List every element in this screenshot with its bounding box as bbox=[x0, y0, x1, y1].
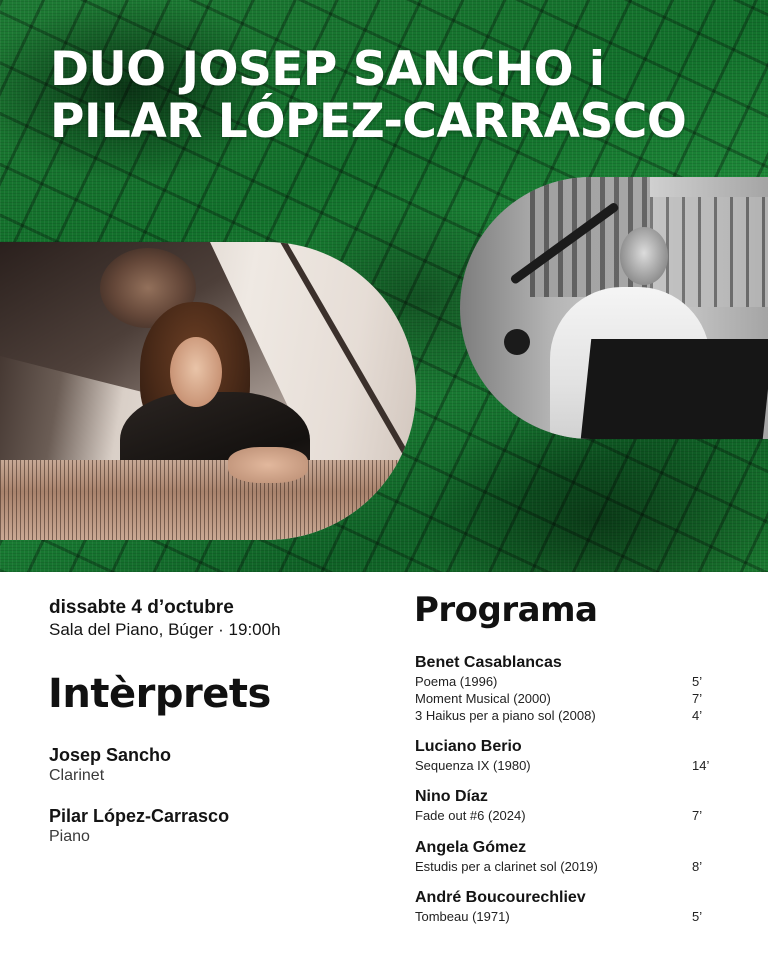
work-title: Moment Musical (2000) bbox=[415, 691, 551, 706]
work-row bbox=[415, 673, 715, 690]
performer-item bbox=[49, 805, 229, 847]
composer-name: Luciano Berio bbox=[415, 738, 522, 755]
composer-block bbox=[415, 887, 715, 925]
work-row bbox=[415, 690, 715, 707]
work-row bbox=[415, 757, 715, 774]
concert-title bbox=[50, 44, 740, 148]
composer-name: Angela Gómez bbox=[415, 839, 527, 856]
work-row bbox=[415, 908, 715, 925]
interprets-heading: Intèrprets bbox=[48, 671, 271, 717]
performer-instrument: Clarinet bbox=[49, 767, 105, 784]
clarinetist-head bbox=[620, 227, 668, 285]
title-line-1: DUO JOSEP SANCHO i bbox=[50, 42, 605, 97]
piano-strings bbox=[0, 460, 416, 540]
music-stand bbox=[581, 339, 768, 439]
work-duration: 8’ bbox=[692, 859, 703, 874]
work-title: 3 Haikus per a piano sol (2008) bbox=[415, 708, 596, 723]
composer-block bbox=[415, 786, 715, 824]
composer-block bbox=[415, 837, 715, 875]
performer-item bbox=[49, 744, 171, 786]
performer-name: Josep Sancho bbox=[49, 745, 172, 765]
work-row bbox=[415, 707, 715, 724]
work-duration: 5’ bbox=[692, 909, 703, 924]
event-venue: Sala del Piano, Búger · 19:00h bbox=[49, 620, 281, 639]
work-duration: 14’ bbox=[692, 758, 710, 773]
event-date: dissabte 4 d’octubre bbox=[49, 597, 234, 618]
clarinet-bell bbox=[504, 329, 530, 355]
pianist-photo bbox=[0, 242, 416, 540]
composer-block bbox=[415, 736, 715, 774]
clarinetist-photo bbox=[460, 177, 768, 439]
performer-name: Pilar López-Carrasco bbox=[49, 806, 230, 826]
work-row bbox=[415, 858, 715, 875]
composer-name: André Boucourechliev bbox=[415, 889, 586, 906]
composer-block bbox=[415, 652, 715, 724]
composer-name: Benet Casablancas bbox=[415, 654, 562, 671]
work-title: Estudis per a clarinet sol (2019) bbox=[415, 859, 598, 874]
work-duration: 7’ bbox=[692, 808, 703, 823]
work-title: Fade out #6 (2024) bbox=[415, 808, 526, 823]
work-row bbox=[415, 807, 715, 824]
performer-instrument: Piano bbox=[49, 828, 90, 845]
work-duration: 7’ bbox=[692, 691, 703, 706]
composer-name: Nino Díaz bbox=[415, 788, 488, 805]
work-duration: 4’ bbox=[692, 708, 703, 723]
pianist-face bbox=[170, 337, 222, 407]
title-line-2: PILAR LÓPEZ-CARRASCO bbox=[50, 94, 687, 149]
work-title: Sequenza IX (1980) bbox=[415, 758, 531, 773]
work-title: Poema (1996) bbox=[415, 674, 498, 689]
work-title: Tombeau (1971) bbox=[415, 909, 510, 924]
program-heading: Programa bbox=[414, 590, 598, 630]
pianist-hands bbox=[228, 447, 308, 483]
work-duration: 5’ bbox=[692, 674, 703, 689]
